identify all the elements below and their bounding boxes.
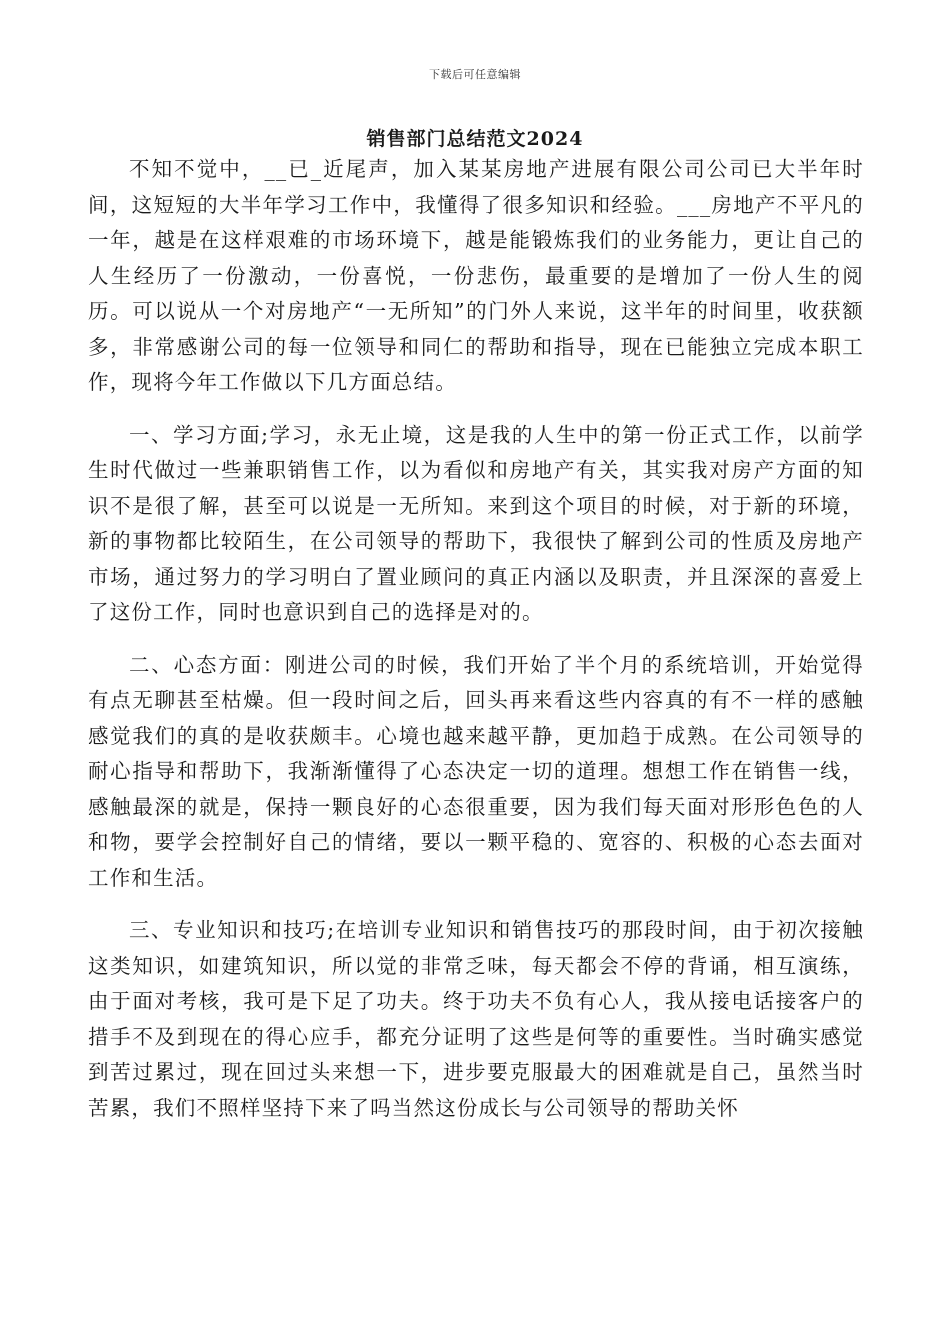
paragraph-skills: 三、专业知识和技巧;在培训专业知识和销售技巧的那段时间，由于初次接触这类知识，如建筑知识，所以觉的非常乏味，每天都会不停的背诵，相互演练，由于面对考核，我可是下足了功夫。终于功夫不负有心人，我从接电话接客户的措手不及到现在的得心应手，都充分证明了这些是何等的重要性。当时确实感觉到苦过累过，现在回过头来想一下，进步要克服最大的困难就是自己，虽然当时苦累，我们不照样坚持下来了吗当然这份成长与公司领导的帮助关怀 (88, 918, 864, 1120)
paragraph-intro: 不知不觉中，__已_近尾声，加入某某房地产进展有限公司公司已大半年时间，这短短的大半年学习工作中，我懂得了很多知识和经验。___房地产不平凡的一年，越是在这样艰难的市场环境下，越是能锻炼我们的业务能力，更让自己的人生经历了一份激动，一份喜悦，一份悲伤，最重要的是增加了一份人生的阅历。可以说从一个对房地产“一无所知”的门外人来说，这半年的时间里，收获额多，非常感谢公司的每一位领导和同仁的帮助和指导，现在已能独立完成本职工作，现将今年工作做以下几方面总结。 (88, 157, 864, 394)
document-body (88, 152, 864, 1143)
header-note: 下载后可任意编辑 (429, 68, 521, 81)
document-title: 销售部门总结范文2024 (366, 128, 584, 150)
paragraph-learning: 一、学习方面;学习，永无止境，这是我的人生中的第一份正式工作，以前学生时代做过一些兼职销售工作，以为看似和房地产有关，其实我对房产方面的知识不是很了解，甚至可以说是一无所知。来到这个项目的时候，对于新的环境，新的事物都比较陌生，在公司领导的帮助下，我很快了解到公司的性质及房地产市场，通过努力的学习明白了置业顾问的真正内涵以及职责，并且深深的喜爱上了这份工作，同时也意识到自己的选择是对的。 (88, 422, 864, 624)
paragraph-mindset: 二、心态方面：刚进公司的时候，我们开始了半个月的系统培训，开始觉得有点无聊甚至枯燥。但一段时间之后，回头再来看这些内容真的有不一样的感触感觉我们的真的是收获颇丰。心境也越来越平静，更加趋于成熟。在公司领导的耐心指导和帮助下，我渐渐懂得了心态决定一切的道理。想想工作在销售一线，感触最深的就是，保持一颗良好的心态很重要，因为我们每天面对形形色色的人和物，要学会控制好自己的情绪，要以一颗平稳的、宽容的、积极的心态去面对工作和生活。 (88, 652, 864, 890)
